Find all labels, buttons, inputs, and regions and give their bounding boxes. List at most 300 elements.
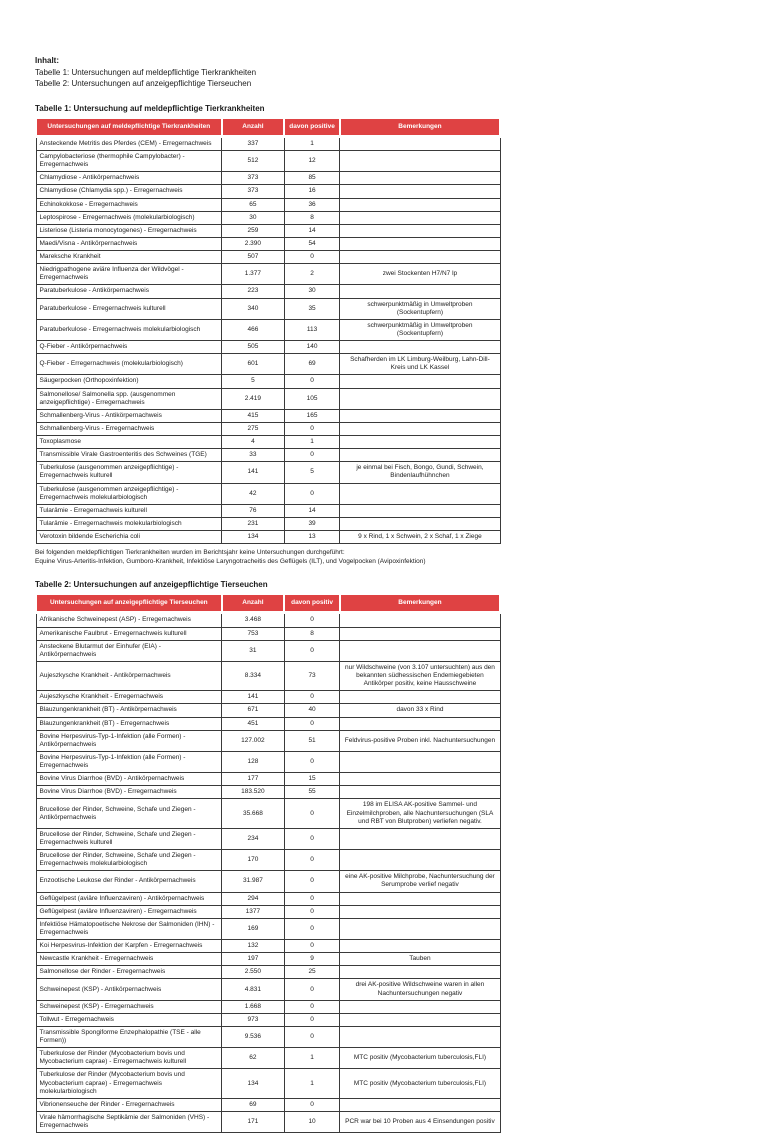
table-row	[36, 504, 500, 517]
table-cell: 128	[222, 751, 285, 772]
table-cell: 0	[284, 940, 340, 953]
table-row	[36, 172, 500, 185]
table-cell	[340, 517, 500, 530]
table-cell: davon 33 x Rind	[340, 704, 500, 717]
table-cell	[340, 251, 500, 264]
table-cell: Geflügelpest (aviäre Influenzaviren) - Erregernachweis	[36, 905, 222, 918]
table-row	[36, 264, 500, 285]
table-cell: Infektiöse Hämatopoetische Nekrose der Salmoniden (IHN) - Erregernachweis	[36, 918, 222, 939]
table-cell: 169	[222, 918, 285, 939]
table-row	[36, 640, 500, 661]
table-row	[36, 704, 500, 717]
table-row	[36, 661, 500, 690]
table-cell: 10	[284, 1111, 340, 1132]
table-cell: 0	[284, 251, 340, 264]
table-cell: Vibrionenseuche der Rinder - Erregernachweis	[36, 1098, 222, 1111]
table-cell: Feldvirus-positive Proben inkl. Nachuntersuchungen	[340, 730, 500, 751]
table2	[35, 593, 501, 1133]
table-cell: 8	[284, 211, 340, 224]
table-cell: 373	[222, 185, 285, 198]
table-cell: 0	[284, 717, 340, 730]
table-row	[36, 1098, 500, 1111]
table-cell: 0	[284, 892, 340, 905]
table-cell	[340, 786, 500, 799]
table-cell: 2	[284, 264, 340, 285]
table1	[35, 117, 501, 544]
table-cell	[340, 892, 500, 905]
table-cell	[340, 613, 500, 627]
table-cell: 8	[284, 627, 340, 640]
table-row	[36, 627, 500, 640]
table-cell: 0	[284, 691, 340, 704]
table-cell: 183.520	[222, 786, 285, 799]
table-cell: 13	[284, 531, 340, 544]
table-cell: MTC positiv (Mycobacterium tuberculosis,FLI)	[340, 1048, 500, 1069]
table-cell: 165	[284, 409, 340, 422]
table-cell	[340, 151, 500, 172]
table-row	[36, 375, 500, 388]
table-row	[36, 953, 500, 966]
table-cell: 0	[284, 1098, 340, 1111]
table-cell: Brucellose der Rinder, Schweine, Schafe und Ziegen - Antikörpernachweis	[36, 799, 222, 828]
table-row	[36, 918, 500, 939]
table1-header-anzahl: Anzahl	[222, 118, 285, 137]
table-cell: Paratuberkulose - Erregernachweis kulturell	[36, 298, 222, 319]
table-cell: 35	[284, 298, 340, 319]
table-cell: 231	[222, 517, 285, 530]
table1-header-row	[36, 118, 500, 137]
table-row	[36, 436, 500, 449]
table-row	[36, 613, 500, 627]
table-cell: 65	[222, 198, 285, 211]
footnote-line-2: Equine Virus-Arteritis-Infektion, Gumboro-Krankheit, Infektiöse Laryngotracheitis des Geflügels (ILT), und Vogelpocken (Avipoxinfektion)	[35, 558, 426, 566]
table-cell	[340, 905, 500, 918]
table-cell: Ansteckende Metritis des Pferdes (CEM) - Erregernachweis	[36, 136, 222, 150]
table-cell: 76	[222, 504, 285, 517]
table-cell	[340, 422, 500, 435]
table-cell	[340, 1000, 500, 1013]
table-cell: 141	[222, 462, 285, 483]
table-cell: Schafherden im LK Limburg-Weilburg, Lahn-Dill-Kreis und LK Kassel	[340, 354, 500, 375]
table2-header-bemerkungen: Bemerkungen	[340, 594, 500, 613]
table-cell: 42	[222, 483, 285, 504]
table-row	[36, 850, 500, 871]
table-cell: Tularämie - Erregernachweis kulturell	[36, 504, 222, 517]
table-cell: 0	[284, 422, 340, 435]
table-cell: 40	[284, 704, 340, 717]
table-cell: 1377	[222, 905, 285, 918]
table-row	[36, 773, 500, 786]
table-cell	[340, 224, 500, 237]
table-cell: 3.468	[222, 613, 285, 627]
footnote-line-1: Bei folgenden meldepflichtigen Tierkrankheiten wurden im Berichtsjahr keine Untersuchungen durchgeführt:	[35, 549, 345, 557]
table-row	[36, 237, 500, 250]
table-cell: 0	[284, 640, 340, 661]
table-row	[36, 1048, 500, 1069]
table-cell	[340, 773, 500, 786]
table-cell	[340, 850, 500, 871]
table-cell: Schweinepest (KSP) - Antikörpernachweis	[36, 979, 222, 1000]
table-row	[36, 730, 500, 751]
table-cell: 134	[222, 1069, 285, 1098]
table-row	[36, 224, 500, 237]
table-cell: 1.377	[222, 264, 285, 285]
table-cell: 0	[284, 918, 340, 939]
table-cell: 140	[284, 341, 340, 354]
table-cell: 62	[222, 1048, 285, 1069]
table-cell: Aujeszkysche Krankheit - Antikörpernachweis	[36, 661, 222, 690]
table-cell	[340, 640, 500, 661]
table-cell: 2.419	[222, 388, 285, 409]
table-cell	[340, 211, 500, 224]
table-cell	[340, 751, 500, 772]
table-row	[36, 892, 500, 905]
table-row	[36, 151, 500, 172]
table-cell: Brucellose der Rinder, Schweine, Schafe und Ziegen - Erregernachweis kulturell	[36, 828, 222, 849]
table-cell: 16	[284, 185, 340, 198]
table-cell	[340, 449, 500, 462]
table-cell: 0	[284, 375, 340, 388]
table-cell: 1	[284, 136, 340, 150]
table-cell: 512	[222, 151, 285, 172]
table-cell: Enzootische Leukose der Rinder - Antikörpernachweis	[36, 871, 222, 892]
table-cell: Brucellose der Rinder, Schweine, Schafe und Ziegen - Erregernachweis molekularbiologisch	[36, 850, 222, 871]
table-cell: Salmonellose/ Salmonella spp. (ausgenommen anzeigepflichtige) - Erregernachweis	[36, 388, 222, 409]
table-cell: Afrikanische Schweinepest (ASP) - Erregernachweis	[36, 613, 222, 627]
table-cell	[340, 1098, 500, 1111]
table-cell: 55	[284, 786, 340, 799]
table-cell: 4	[222, 436, 285, 449]
table-row	[36, 717, 500, 730]
table-cell: Tollwut - Erregernachweis	[36, 1013, 222, 1026]
table-cell: eine AK-positive Milchprobe, Nachuntersuchung der Serumprobe verlief negativ	[340, 871, 500, 892]
table-cell: 0	[284, 483, 340, 504]
table-cell: 1	[284, 436, 340, 449]
table-cell: 0	[284, 871, 340, 892]
table-cell: Schmallenberg-Virus - Antikörpernachweis	[36, 409, 222, 422]
table-cell: 31.987	[222, 871, 285, 892]
table-cell: 31	[222, 640, 285, 661]
table1-header-bemerkungen: Bemerkungen	[340, 118, 500, 137]
table-cell: Tuberkulose der Rinder (Mycobacterium bovis und Mycobacterium caprae) - Erregernachweis molekularbiologisch	[36, 1069, 222, 1098]
table-cell: Tauben	[340, 953, 500, 966]
table-cell	[340, 285, 500, 298]
table-row	[36, 1013, 500, 1026]
table-cell	[340, 375, 500, 388]
table-cell: 14	[284, 224, 340, 237]
table-row	[36, 409, 500, 422]
table-row	[36, 1111, 500, 1132]
table-cell: 134	[222, 531, 285, 544]
table1-footnote	[35, 548, 678, 566]
table-row	[36, 871, 500, 892]
table-row	[36, 341, 500, 354]
table-row	[36, 285, 500, 298]
table-cell	[340, 691, 500, 704]
table-row	[36, 1069, 500, 1098]
table-cell: 601	[222, 354, 285, 375]
table-cell: Leptospirose - Erregernachweis (molekularbiologisch)	[36, 211, 222, 224]
table-cell: 14	[284, 504, 340, 517]
table-cell	[340, 504, 500, 517]
table-cell: 0	[284, 828, 340, 849]
table-cell: 54	[284, 237, 340, 250]
table-cell: 340	[222, 298, 285, 319]
table-cell: Campylobacteriose (thermophile Campylobacter) - Erregernachweis	[36, 151, 222, 172]
table-cell: 33	[222, 449, 285, 462]
table-cell	[340, 483, 500, 504]
table1-title: Tabelle 1: Untersuchung auf meldepflichtige Tierkrankheiten	[35, 103, 265, 113]
content-line-table1: Tabelle 1: Untersuchungen auf meldepflichtige Tierkrankheiten	[35, 67, 257, 77]
table-cell: 0	[284, 850, 340, 871]
table-cell: 73	[284, 661, 340, 690]
table-cell: Chlamydiose (Chlamydia spp.) - Erregernachweis	[36, 185, 222, 198]
table-row	[36, 531, 500, 544]
table-cell: 69	[284, 354, 340, 375]
table-cell: Säugerpocken (Orthopoxinfektion)	[36, 375, 222, 388]
table2-header-untersuchungen: Untersuchungen auf anzeigepflichtige Tierseuchen	[36, 594, 222, 613]
table-row	[36, 388, 500, 409]
table1-header-davon-positive: davon positive	[284, 118, 340, 137]
table-cell	[340, 185, 500, 198]
table1-section	[35, 104, 678, 567]
table-cell: 177	[222, 773, 285, 786]
table-row	[36, 799, 500, 828]
table2-title: Tabelle 2: Untersuchungen auf anzeigepflichtige Tierseuchen	[35, 580, 268, 590]
table-cell: 170	[222, 850, 285, 871]
table-cell	[340, 1013, 500, 1026]
table-cell: 0	[284, 751, 340, 772]
table-cell: 15	[284, 773, 340, 786]
table-cell	[340, 436, 500, 449]
table-cell: schwerpunktmäßig in Umweltproben (Sockentupfern)	[340, 298, 500, 319]
table-cell: 8.334	[222, 661, 285, 690]
table-cell: 132	[222, 940, 285, 953]
table-cell: 30	[222, 211, 285, 224]
table-cell: 30	[284, 285, 340, 298]
table-cell: schwerpunktmäßig in Umweltproben (Sockentupfern)	[340, 319, 500, 340]
table1-body	[36, 136, 500, 543]
table-row	[36, 786, 500, 799]
table-cell: Toxoplasmose	[36, 436, 222, 449]
table-cell: je einmal bei Fisch, Bongo, Gundi, Schwein, Bindenlaufhühnchen	[340, 462, 500, 483]
table-cell: Mareksche Krankheit	[36, 251, 222, 264]
table-row	[36, 979, 500, 1000]
table-cell: Bovine Herpesvirus-Typ-1-Infektion (alle Formen) - Erregernachweis	[36, 751, 222, 772]
table-cell: Tularämie - Erregernachweis molekularbiologisch	[36, 517, 222, 530]
table-cell: Transmissible Virale Gastroenteritis des Schweines (TGE)	[36, 449, 222, 462]
table-cell: Verotoxin bildende Escherichia coli	[36, 531, 222, 544]
table-cell	[340, 717, 500, 730]
table-cell: 973	[222, 1013, 285, 1026]
table-cell: 259	[222, 224, 285, 237]
table-cell: 466	[222, 319, 285, 340]
table-cell: 25	[284, 966, 340, 979]
table-cell: Chlamydiose - Antikörpernachweis	[36, 172, 222, 185]
table-cell: 5	[222, 375, 285, 388]
table-cell: 373	[222, 172, 285, 185]
table-row	[36, 691, 500, 704]
table-cell: Bovine Virus Diarrhoe (BVD) - Erregernachweis	[36, 786, 222, 799]
table-cell: 113	[284, 319, 340, 340]
table-row	[36, 198, 500, 211]
table-cell: 0	[284, 799, 340, 828]
table-cell	[340, 940, 500, 953]
table-cell: Tuberkulose (ausgenommen anzeigepflichtige) - Erregernachweis molekularbiologisch	[36, 483, 222, 504]
table-row	[36, 298, 500, 319]
table-row	[36, 1026, 500, 1047]
table-cell: Aujeszkysche Krankheit - Erregernachweis	[36, 691, 222, 704]
table1-header-untersuchungen: Untersuchungen auf meldepflichtige Tierkrankheiten	[36, 118, 222, 137]
table-cell: Q-Fieber - Erregernachweis (molekularbiologisch)	[36, 354, 222, 375]
table-cell: 51	[284, 730, 340, 751]
table-cell: Tuberkulose der Rinder (Mycobacterium bovis und Mycobacterium caprae) - Erregernachweis kulturell	[36, 1048, 222, 1069]
table-cell: 671	[222, 704, 285, 717]
table-cell: Transmissible Spongiforme Enzephalopathie (TSE - alle Formen))	[36, 1026, 222, 1047]
table-cell: Maedi/Visna - Antikörpernachweis	[36, 237, 222, 250]
table-cell: 2.550	[222, 966, 285, 979]
table-cell: 234	[222, 828, 285, 849]
table-cell: 36	[284, 198, 340, 211]
table-cell: 415	[222, 409, 285, 422]
table-cell: Salmonellose der Rinder - Erregernachweis	[36, 966, 222, 979]
table-cell	[340, 198, 500, 211]
table-cell: zwei Stockenten H7/N7 lp	[340, 264, 500, 285]
table-row	[36, 449, 500, 462]
table-cell	[340, 341, 500, 354]
table-cell: drei AK-positive Wildschweine waren in allen Nachuntersuchungen negativ	[340, 979, 500, 1000]
table-cell: 9 x Rind, 1 x Schwein, 2 x Schaf, 1 x Ziege	[340, 531, 500, 544]
table-cell: Echinokokkose - Erregernachweis	[36, 198, 222, 211]
table-cell: 35.668	[222, 799, 285, 828]
table-cell	[340, 966, 500, 979]
table-cell: Schweinepest (KSP) - Erregernachweis	[36, 1000, 222, 1013]
table-cell: 39	[284, 517, 340, 530]
table-cell: Niedrigpathogene aviäre Influenza der Wildvögel - Erregernachweis	[36, 264, 222, 285]
table-cell	[340, 627, 500, 640]
table-row	[36, 251, 500, 264]
table-cell: Koi Herpesvirus-Infektion der Karpfen - Erregernachweis	[36, 940, 222, 953]
table-cell: 127.002	[222, 730, 285, 751]
table-row	[36, 517, 500, 530]
table-cell: 223	[222, 285, 285, 298]
table-cell: 9	[284, 953, 340, 966]
table-row	[36, 185, 500, 198]
table-cell: Q-Fieber - Antikörpernachweis	[36, 341, 222, 354]
table-cell: 337	[222, 136, 285, 150]
table-cell	[340, 172, 500, 185]
table2-section	[35, 580, 678, 1133]
table-cell: Blauzungenkrankheit (BT) - Erregernachweis	[36, 717, 222, 730]
table-cell: 2.390	[222, 237, 285, 250]
table-row	[36, 211, 500, 224]
table-cell: 85	[284, 172, 340, 185]
table-cell: 1.668	[222, 1000, 285, 1013]
table-cell	[340, 409, 500, 422]
table-cell: 294	[222, 892, 285, 905]
table-row	[36, 462, 500, 483]
table-cell: Listeriose (Listeria monocytogenes) - Erregernachweis	[36, 224, 222, 237]
table-cell: 275	[222, 422, 285, 435]
table-cell: Newcastle Krankheit - Erregernachweis	[36, 953, 222, 966]
table-cell: 1	[284, 1069, 340, 1098]
table-row	[36, 905, 500, 918]
table-cell: 0	[284, 979, 340, 1000]
table-cell: 5	[284, 462, 340, 483]
table-cell	[340, 388, 500, 409]
table-cell: MTC positiv (Mycobacterium tuberculosis,FLI)	[340, 1069, 500, 1098]
table-row	[36, 354, 500, 375]
table-cell: 171	[222, 1111, 285, 1132]
table-cell: 753	[222, 627, 285, 640]
table-row	[36, 1000, 500, 1013]
table-cell: 0	[284, 1026, 340, 1047]
table-row	[36, 966, 500, 979]
table-cell: 451	[222, 717, 285, 730]
table-cell: Blauzungenkrankheit (BT) - Antikörpernachweis	[36, 704, 222, 717]
table2-body	[36, 613, 500, 1133]
table-cell: 0	[284, 449, 340, 462]
content-heading: Inhalt:	[35, 56, 59, 65]
table-cell: 198 im ELISA AK-positive Sammel- und Einzelmilchproben, alle Nachuntersuchungen (SLA und RBT von Blutproben) verliefen negativ.	[340, 799, 500, 828]
table-cell: Tuberkulose (ausgenommen anzeigepflichtige) - Erregernachweis kulturell	[36, 462, 222, 483]
table-row	[36, 422, 500, 435]
table-row	[36, 751, 500, 772]
table-cell	[340, 918, 500, 939]
table-cell: Virale hämorrhagische Septikämie der Salmoniden (VHS) - Erregernachweis	[36, 1111, 222, 1132]
content-line-table2: Tabelle 2: Untersuchungen auf anzeigepflichtige Tierseuchen	[35, 79, 252, 89]
table-cell: Bovine Herpesvirus-Typ-1-Infektion (alle Formen) - Antikörpernachweis	[36, 730, 222, 751]
table-cell: Paratuberkulose - Erregernachweis molekularbiologisch	[36, 319, 222, 340]
content-list	[35, 55, 678, 90]
table-row	[36, 483, 500, 504]
table-cell: 1	[284, 1048, 340, 1069]
table-cell	[340, 828, 500, 849]
table-cell: 0	[284, 905, 340, 918]
table2-header-row	[36, 594, 500, 613]
table-cell: 507	[222, 251, 285, 264]
table-cell: Ansteckene Blutarmut der Einhufer (EIA) - Antikörpernachweis	[36, 640, 222, 661]
table-row	[36, 940, 500, 953]
table-cell: 12	[284, 151, 340, 172]
table-cell: 105	[284, 388, 340, 409]
table-cell: 505	[222, 341, 285, 354]
table-cell	[340, 1026, 500, 1047]
table-cell: Geflügelpest (aviäre Influenzaviren) - Antikörpernachweis	[36, 892, 222, 905]
table-cell: 69	[222, 1098, 285, 1111]
table-row	[36, 319, 500, 340]
table2-header-davon-positiv: davon positiv	[284, 594, 340, 613]
table-row	[36, 136, 500, 150]
table-cell: 0	[284, 1013, 340, 1026]
table-cell: 197	[222, 953, 285, 966]
table-cell: 9.536	[222, 1026, 285, 1047]
table-cell	[340, 237, 500, 250]
table-cell: Amerikanische Faulbrut - Erregernachweis kulturell	[36, 627, 222, 640]
table-cell: Paratuberkulose - Antikörpernachweis	[36, 285, 222, 298]
table-cell: 0	[284, 613, 340, 627]
table-cell: Bovine Virus Diarrhoe (BVD) - Antikörpernachweis	[36, 773, 222, 786]
table-cell	[340, 136, 500, 150]
table-cell: 0	[284, 1000, 340, 1013]
table-cell: 141	[222, 691, 285, 704]
table2-header-anzahl: Anzahl	[222, 594, 285, 613]
table-cell: Schmallenberg-Virus - Erregernachweis	[36, 422, 222, 435]
table-row	[36, 828, 500, 849]
table-cell: PCR war bei 10 Proben aus 4 Einsendungen positiv	[340, 1111, 500, 1132]
table-cell: 4.831	[222, 979, 285, 1000]
table-cell: nur Wildschweine (von 3.107 untersuchten) aus den bekannten südhessischen Endemiegebieten Antikörper positiv, keine Hausschweine	[340, 661, 500, 690]
